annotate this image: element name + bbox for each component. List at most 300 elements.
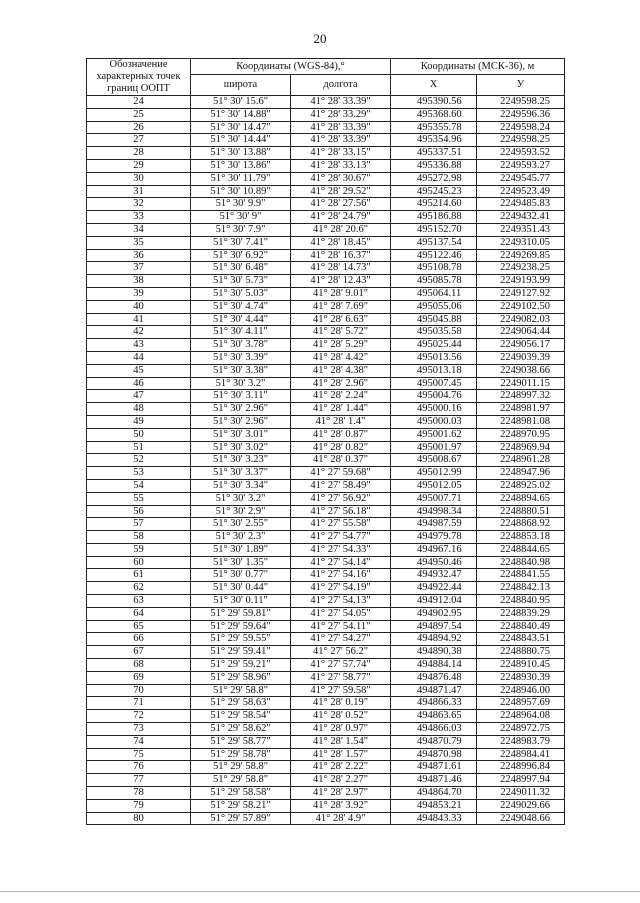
y-cell: 2249238.25: [477, 262, 565, 275]
x-cell: 494922.44: [391, 582, 477, 595]
longitude-cell: 41° 27' 56.18": [291, 505, 391, 518]
table-row: [87, 236, 565, 249]
latitude-cell: 51° 29' 58.54": [191, 710, 291, 723]
x-cell: 495000.16: [391, 403, 477, 416]
longitude-cell: 41° 27' 55.58": [291, 518, 391, 531]
point-number: 54: [87, 479, 191, 492]
table-row: [87, 377, 565, 390]
y-cell: 2248839.29: [477, 607, 565, 620]
x-cell: 495085.78: [391, 275, 477, 288]
y-cell: 2248844.65: [477, 543, 565, 556]
point-number: 79: [87, 799, 191, 812]
point-number: 76: [87, 761, 191, 774]
longitude-cell: 41° 27' 54.33": [291, 543, 391, 556]
table-row: [87, 108, 565, 121]
header-wgs84: Координаты (WGS-84),°: [191, 59, 391, 75]
x-cell: 494876.48: [391, 671, 477, 684]
header-msk36: Координаты (МСК-36), м: [391, 59, 565, 75]
latitude-cell: 51° 30' 13.88": [191, 147, 291, 160]
longitude-cell: 41° 28' 2.97": [291, 787, 391, 800]
longitude-cell: 41° 27' 54.77": [291, 531, 391, 544]
table-row: [87, 364, 565, 377]
x-cell: 494902.95: [391, 607, 477, 620]
point-number: 77: [87, 774, 191, 787]
y-cell: 2248972.75: [477, 723, 565, 736]
x-cell: 495214.60: [391, 198, 477, 211]
table-row: [87, 505, 565, 518]
x-cell: 495035.58: [391, 326, 477, 339]
x-cell: 495336.88: [391, 159, 477, 172]
latitude-cell: 51° 30' 7.9": [191, 223, 291, 236]
longitude-cell: 41° 27' 54.27": [291, 633, 391, 646]
point-number: 56: [87, 505, 191, 518]
x-cell: 495055.06: [391, 300, 477, 313]
x-cell: 495354.96: [391, 134, 477, 147]
point-number: 27: [87, 134, 191, 147]
point-number: 39: [87, 287, 191, 300]
point-number: 47: [87, 390, 191, 403]
y-cell: 2248969.94: [477, 441, 565, 454]
y-cell: 2249351.43: [477, 223, 565, 236]
x-cell: 495007.45: [391, 377, 477, 390]
latitude-cell: 51° 30' 11.79": [191, 172, 291, 185]
latitude-cell: 51° 30' 6.92": [191, 249, 291, 262]
y-cell: 2248840.49: [477, 620, 565, 633]
y-cell: 2249102.50: [477, 300, 565, 313]
x-cell: 495025.44: [391, 339, 477, 352]
latitude-cell: 51° 30' 0.11": [191, 595, 291, 608]
point-number: 50: [87, 428, 191, 441]
y-cell: 2248894.65: [477, 492, 565, 505]
longitude-cell: 41° 28' 4.9": [291, 812, 391, 825]
x-cell: 494912.04: [391, 595, 477, 608]
table-row: [87, 134, 565, 147]
y-cell: 2249011.15: [477, 377, 565, 390]
table-row: [87, 479, 565, 492]
table-row: [87, 172, 565, 185]
point-number: 42: [87, 326, 191, 339]
y-cell: 2248983.79: [477, 735, 565, 748]
table-row: [87, 415, 565, 428]
header-designation: Обозначение характерных точек границ ООПТ: [87, 59, 191, 96]
longitude-cell: 41° 27' 54.19": [291, 582, 391, 595]
y-cell: 2248964.08: [477, 710, 565, 723]
y-cell: 2248970.95: [477, 428, 565, 441]
y-cell: 2249127.92: [477, 287, 565, 300]
point-number: 48: [87, 403, 191, 416]
latitude-cell: 51° 29' 58.62": [191, 723, 291, 736]
latitude-cell: 51° 30' 3.2": [191, 492, 291, 505]
longitude-cell: 41° 28' 16.37": [291, 249, 391, 262]
table-row: [87, 159, 565, 172]
longitude-cell: 41° 28' 7.69": [291, 300, 391, 313]
latitude-cell: 51° 30' 2.3": [191, 531, 291, 544]
y-cell: 2249523.49: [477, 185, 565, 198]
x-cell: 494894.92: [391, 633, 477, 646]
longitude-cell: 41° 27' 56.92": [291, 492, 391, 505]
y-cell: 2249310.05: [477, 236, 565, 249]
latitude-cell: 51° 29' 58.8": [191, 684, 291, 697]
table-row: [87, 403, 565, 416]
y-cell: 2249598.25: [477, 96, 565, 109]
table-row: [87, 121, 565, 134]
x-cell: 495012.99: [391, 467, 477, 480]
y-cell: 2249269.85: [477, 249, 565, 262]
x-cell: 494871.46: [391, 774, 477, 787]
point-number: 72: [87, 710, 191, 723]
x-cell: 495272.98: [391, 172, 477, 185]
table-row: [87, 543, 565, 556]
table-row: [87, 723, 565, 736]
table-row: [87, 735, 565, 748]
table-row: [87, 428, 565, 441]
longitude-cell: 41° 28' 0.97": [291, 723, 391, 736]
table-row: [87, 249, 565, 262]
point-number: 38: [87, 275, 191, 288]
point-number: 66: [87, 633, 191, 646]
table-body: [87, 96, 565, 825]
longitude-cell: 41° 28' 5.29": [291, 339, 391, 352]
y-cell: 2249029.66: [477, 799, 565, 812]
latitude-cell: 51° 30' 2.55": [191, 518, 291, 531]
longitude-cell: 41° 28' 1.44": [291, 403, 391, 416]
point-number: 73: [87, 723, 191, 736]
longitude-cell: 41° 28' 5.72": [291, 326, 391, 339]
y-cell: 2249593.27: [477, 159, 565, 172]
longitude-cell: 41° 28' 33.39": [291, 96, 391, 109]
table-row: [87, 710, 565, 723]
x-cell: 495108.78: [391, 262, 477, 275]
latitude-cell: 51° 30' 15.6": [191, 96, 291, 109]
x-cell: 495064.11: [391, 287, 477, 300]
latitude-cell: 51° 30' 14.88": [191, 108, 291, 121]
x-cell: 495004.76: [391, 390, 477, 403]
latitude-cell: 51° 30' 3.23": [191, 454, 291, 467]
point-number: 68: [87, 659, 191, 672]
longitude-cell: 41° 28' 12.43": [291, 275, 391, 288]
point-number: 67: [87, 646, 191, 659]
point-number: 78: [87, 787, 191, 800]
latitude-cell: 51° 29' 59.21": [191, 659, 291, 672]
x-cell: 494979.78: [391, 531, 477, 544]
latitude-cell: 51° 30' 3.11": [191, 390, 291, 403]
x-cell: 494890.38: [391, 646, 477, 659]
y-cell: 2248840.98: [477, 556, 565, 569]
table-row: [87, 96, 565, 109]
table-row: [87, 147, 565, 160]
longitude-cell: 41° 28' 33.29": [291, 108, 391, 121]
latitude-cell: 51° 30' 3.38": [191, 364, 291, 377]
table-row: [87, 531, 565, 544]
point-number: 41: [87, 313, 191, 326]
x-cell: 494864.70: [391, 787, 477, 800]
x-cell: 494866.03: [391, 723, 477, 736]
page-bottom-rule: [0, 891, 640, 892]
y-cell: 2249082.03: [477, 313, 565, 326]
y-cell: 2249545.77: [477, 172, 565, 185]
x-cell: 494870.98: [391, 748, 477, 761]
latitude-cell: 51° 29' 57.89": [191, 812, 291, 825]
latitude-cell: 51° 29' 59.81": [191, 607, 291, 620]
point-number: 71: [87, 697, 191, 710]
longitude-cell: 41° 28' 29.52": [291, 185, 391, 198]
table-row: [87, 812, 565, 825]
point-number: 37: [87, 262, 191, 275]
point-number: 40: [87, 300, 191, 313]
point-number: 36: [87, 249, 191, 262]
point-number: 55: [87, 492, 191, 505]
table-row: [87, 275, 565, 288]
x-cell: 495368.60: [391, 108, 477, 121]
table-row: [87, 607, 565, 620]
point-number: 24: [87, 96, 191, 109]
longitude-cell: 41° 27' 56.2": [291, 646, 391, 659]
latitude-cell: 51° 29' 58.63": [191, 697, 291, 710]
latitude-cell: 51° 30' 7.41": [191, 236, 291, 249]
latitude-cell: 51° 30' 3.2": [191, 377, 291, 390]
x-cell: 495355.78: [391, 121, 477, 134]
latitude-cell: 51° 30' 3.37": [191, 467, 291, 480]
longitude-cell: 41° 27' 57.74": [291, 659, 391, 672]
latitude-cell: 51° 30' 4.11": [191, 326, 291, 339]
y-cell: 2249593.52: [477, 147, 565, 160]
table-row: [87, 454, 565, 467]
point-number: 32: [87, 198, 191, 211]
longitude-cell: 41° 28' 14.73": [291, 262, 391, 275]
y-cell: 2248840.95: [477, 595, 565, 608]
x-cell: 494870.79: [391, 735, 477, 748]
y-cell: 2248925.02: [477, 479, 565, 492]
y-cell: 2249011.32: [477, 787, 565, 800]
longitude-cell: 41° 28' 1.4": [291, 415, 391, 428]
x-cell: 495012.05: [391, 479, 477, 492]
x-cell: 494897.54: [391, 620, 477, 633]
latitude-cell: 51° 30' 1.89": [191, 543, 291, 556]
point-number: 28: [87, 147, 191, 160]
longitude-cell: 41° 28' 2.27": [291, 774, 391, 787]
x-cell: 494843.33: [391, 812, 477, 825]
latitude-cell: 51° 30' 10.89": [191, 185, 291, 198]
y-cell: 2248880.75: [477, 646, 565, 659]
table-row: [87, 326, 565, 339]
y-cell: 2248841.55: [477, 569, 565, 582]
y-cell: 2249056.17: [477, 339, 565, 352]
x-cell: 495122.46: [391, 249, 477, 262]
point-number: 49: [87, 415, 191, 428]
point-number: 33: [87, 211, 191, 224]
x-cell: 495137.54: [391, 236, 477, 249]
x-cell: 494967.16: [391, 543, 477, 556]
point-number: 57: [87, 518, 191, 531]
x-cell: 494866.33: [391, 697, 477, 710]
table-row: [87, 659, 565, 672]
point-number: 31: [87, 185, 191, 198]
y-cell: 2249598.25: [477, 134, 565, 147]
point-number: 34: [87, 223, 191, 236]
y-cell: 2248853.18: [477, 531, 565, 544]
x-cell: 494853.21: [391, 799, 477, 812]
table-row: [87, 748, 565, 761]
point-number: 43: [87, 339, 191, 352]
latitude-cell: 51° 30' 9": [191, 211, 291, 224]
longitude-cell: 41° 28' 4.42": [291, 351, 391, 364]
table-row: [87, 761, 565, 774]
table-row: [87, 671, 565, 684]
latitude-cell: 51° 30' 2.96": [191, 403, 291, 416]
table-row: [87, 351, 565, 364]
latitude-cell: 51° 30' 3.01": [191, 428, 291, 441]
point-number: 30: [87, 172, 191, 185]
y-cell: 2249064.44: [477, 326, 565, 339]
point-number: 58: [87, 531, 191, 544]
table-row: [87, 518, 565, 531]
latitude-cell: 51° 30' 2.9": [191, 505, 291, 518]
x-cell: 494987.59: [391, 518, 477, 531]
y-cell: 2248997.94: [477, 774, 565, 787]
y-cell: 2249048.66: [477, 812, 565, 825]
point-number: 45: [87, 364, 191, 377]
x-cell: 494884.14: [391, 659, 477, 672]
y-cell: 2249596.36: [477, 108, 565, 121]
latitude-cell: 51° 29' 58.8": [191, 774, 291, 787]
point-number: 80: [87, 812, 191, 825]
latitude-cell: 51° 29' 58.77": [191, 735, 291, 748]
table-row: [87, 646, 565, 659]
latitude-cell: 51° 29' 59.55": [191, 633, 291, 646]
longitude-cell: 41° 28' 27.56": [291, 198, 391, 211]
y-cell: 2248880.51: [477, 505, 565, 518]
table-row: [87, 684, 565, 697]
point-number: 70: [87, 684, 191, 697]
table-row: [87, 287, 565, 300]
latitude-cell: 51° 30' 9.9": [191, 198, 291, 211]
longitude-cell: 41° 28' 0.82": [291, 441, 391, 454]
header-y: У: [477, 74, 565, 95]
latitude-cell: 51° 30' 0.44": [191, 582, 291, 595]
longitude-cell: 41° 28' 1.57": [291, 748, 391, 761]
table-row: [87, 620, 565, 633]
latitude-cell: 51° 30' 2.96": [191, 415, 291, 428]
x-cell: 495152.70: [391, 223, 477, 236]
x-cell: 494932.47: [391, 569, 477, 582]
y-cell: 2249432.41: [477, 211, 565, 224]
point-number: 69: [87, 671, 191, 684]
y-cell: 2248961.28: [477, 454, 565, 467]
latitude-cell: 51° 30' 6.48": [191, 262, 291, 275]
page-number: 20: [313, 31, 327, 46]
y-cell: 2248996.84: [477, 761, 565, 774]
longitude-cell: 41° 28' 0.87": [291, 428, 391, 441]
longitude-cell: 41° 28' 30.67": [291, 172, 391, 185]
longitude-cell: 41° 27' 54.16": [291, 569, 391, 582]
point-number: 65: [87, 620, 191, 633]
longitude-cell: 41° 28' 2.96": [291, 377, 391, 390]
y-cell: 2248843.51: [477, 633, 565, 646]
table-row: [87, 223, 565, 236]
latitude-cell: 51° 29' 59.41": [191, 646, 291, 659]
y-cell: 2249193.99: [477, 275, 565, 288]
table-row: [87, 185, 565, 198]
longitude-cell: 41° 28' 24.79": [291, 211, 391, 224]
x-cell: 494871.47: [391, 684, 477, 697]
x-cell: 495186.88: [391, 211, 477, 224]
latitude-cell: 51° 30' 4.74": [191, 300, 291, 313]
latitude-cell: 51° 30' 3.39": [191, 351, 291, 364]
point-number: 74: [87, 735, 191, 748]
table-row: [87, 492, 565, 505]
point-number: 35: [87, 236, 191, 249]
point-number: 26: [87, 121, 191, 134]
point-number: 25: [87, 108, 191, 121]
longitude-cell: 41° 27' 54.11": [291, 620, 391, 633]
x-cell: 495007.71: [391, 492, 477, 505]
latitude-cell: 51° 30' 3.78": [191, 339, 291, 352]
x-cell: 494871.61: [391, 761, 477, 774]
table-row: [87, 799, 565, 812]
y-cell: 2248984.41: [477, 748, 565, 761]
latitude-cell: 51° 30' 4.44": [191, 313, 291, 326]
table-row: [87, 467, 565, 480]
latitude-cell: 51° 30' 5.03": [191, 287, 291, 300]
table-row: [87, 774, 565, 787]
table-row: [87, 787, 565, 800]
point-number: 51: [87, 441, 191, 454]
table-row: [87, 441, 565, 454]
point-number: 29: [87, 159, 191, 172]
longitude-cell: 41° 27' 58.77": [291, 671, 391, 684]
latitude-cell: 51° 29' 58.21": [191, 799, 291, 812]
y-cell: 2248981.08: [477, 415, 565, 428]
latitude-cell: 51° 29' 58.58": [191, 787, 291, 800]
longitude-cell: 41° 28' 3.92": [291, 799, 391, 812]
x-cell: 495013.56: [391, 351, 477, 364]
x-cell: 494998.34: [391, 505, 477, 518]
table-row: [87, 595, 565, 608]
y-cell: 2249039.39: [477, 351, 565, 364]
y-cell: 2248946.00: [477, 684, 565, 697]
coordinates-table: [86, 58, 565, 825]
header-x: X: [391, 74, 477, 95]
longitude-cell: 41° 28' 9.01": [291, 287, 391, 300]
y-cell: 2248868.92: [477, 518, 565, 531]
x-cell: 495001.97: [391, 441, 477, 454]
longitude-cell: 41° 28' 33.39": [291, 134, 391, 147]
latitude-cell: 51° 30' 5.73": [191, 275, 291, 288]
longitude-cell: 41° 27' 54.13": [291, 595, 391, 608]
table-row: [87, 633, 565, 646]
longitude-cell: 41° 28' 6.63": [291, 313, 391, 326]
longitude-cell: 41° 27' 54.14": [291, 556, 391, 569]
longitude-cell: 41° 28' 0.19": [291, 697, 391, 710]
table-row: [87, 582, 565, 595]
y-cell: 2248930.39: [477, 671, 565, 684]
point-number: 53: [87, 467, 191, 480]
longitude-cell: 41° 28' 2.24": [291, 390, 391, 403]
x-cell: 495000.03: [391, 415, 477, 428]
longitude-cell: 41° 28' 2.22": [291, 761, 391, 774]
longitude-cell: 41° 28' 0.37": [291, 454, 391, 467]
point-number: 61: [87, 569, 191, 582]
latitude-cell: 51° 29' 58.96": [191, 671, 291, 684]
latitude-cell: 51° 30' 3.34": [191, 479, 291, 492]
longitude-cell: 41° 27' 58.49": [291, 479, 391, 492]
point-number: 64: [87, 607, 191, 620]
table-row: [87, 198, 565, 211]
y-cell: 2249485.83: [477, 198, 565, 211]
y-cell: 2249038.66: [477, 364, 565, 377]
longitude-cell: 41° 28' 33.39": [291, 121, 391, 134]
point-number: 63: [87, 595, 191, 608]
